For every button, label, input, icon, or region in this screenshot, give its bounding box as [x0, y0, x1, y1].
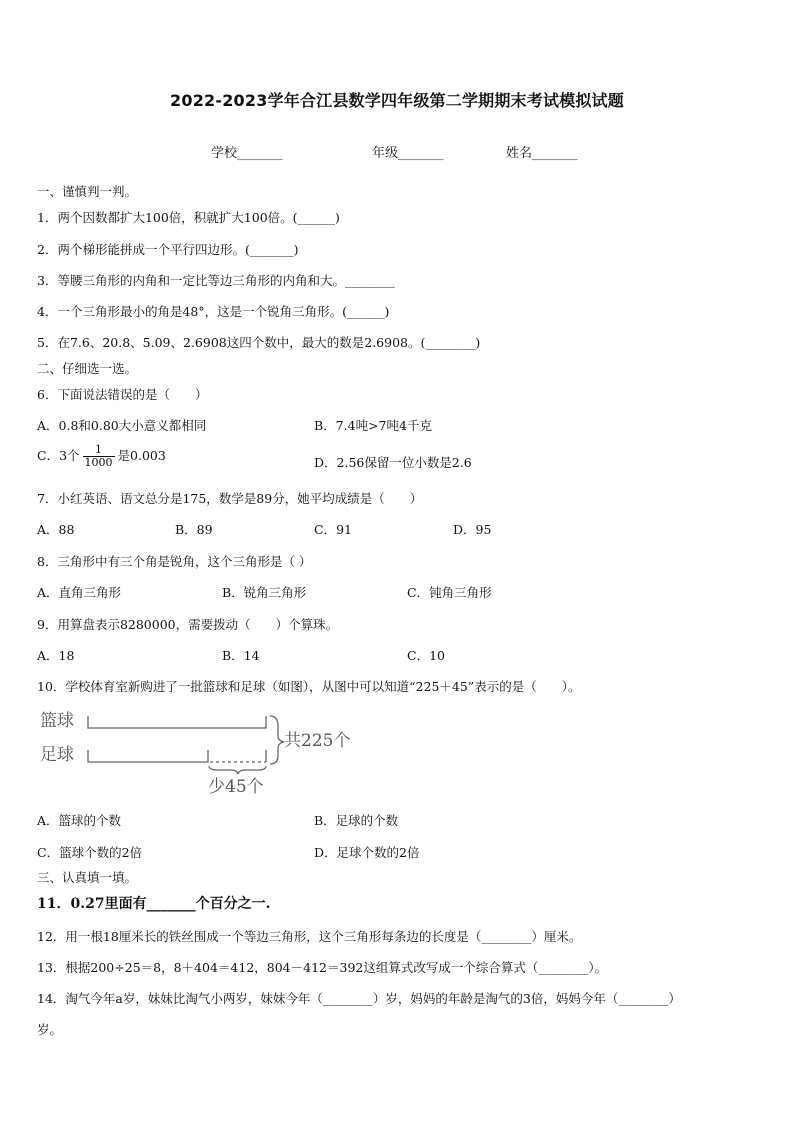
- question-7-option-b: B．89: [175, 522, 213, 537]
- question-2: 2．两个梯形能拼成一个平行四边形。(_______): [37, 242, 299, 257]
- section-3-heading: 三、认真填一填。: [37, 870, 138, 885]
- question-11-prefix: 11．0.27里面有: [37, 896, 147, 912]
- question-11-blank: _______: [146, 896, 196, 912]
- question-10-option-c: C．篮球个数的2倍: [37, 845, 143, 860]
- question-12: 12．用一根18厘米长的铁丝围成一个等边三角形，这个三角形每条边的长度是（________）厘米。: [37, 929, 582, 944]
- question-7-option-d: D．95: [453, 522, 492, 537]
- school-field: 学校_______: [211, 146, 283, 161]
- option-c-prefix: C．3个: [37, 448, 80, 463]
- question-8-stem: 8．三角形中有三个角是锐角，这个三角形是（ ）: [37, 554, 312, 569]
- question-9-stem: 9．用算盘表示8280000，需要拨动（ ）个算珠。: [37, 617, 339, 632]
- question-10-option-d: D．足球个数的2倍: [314, 845, 420, 860]
- question-6-option-d: D．2.56保留一位小数是2.6: [314, 455, 472, 470]
- grade-field: 年级_______: [372, 146, 444, 161]
- fraction-numerator: 1: [83, 444, 115, 457]
- question-8-option-c: C．钝角三角形: [407, 585, 492, 600]
- label-total: 共225个: [284, 731, 351, 751]
- name-field: 姓名_______: [506, 146, 578, 161]
- question-10-option-b: B．足球的个数: [314, 813, 399, 828]
- question-8-option-a: A．直角三角形: [37, 585, 122, 600]
- question-3: 3．等腰三角形的内角和一定比等边三角形的内角和大。________: [37, 273, 395, 288]
- option-c-suffix: 是0.003: [117, 448, 166, 463]
- question-7-stem: 7．小红英语、语文总分是175，数学是89分，她平均成绩是（ ）: [37, 491, 423, 506]
- question-6-option-b: B．7.4吨>7吨4千克: [314, 418, 432, 433]
- question-11-suffix: 个百分之一.: [195, 896, 271, 912]
- label-basketball: 篮球: [40, 711, 74, 731]
- label-less: 少45个: [208, 777, 264, 797]
- basketball-segment: [88, 716, 266, 728]
- question-13: 13．根据200÷25＝8，8＋404＝412，804－412＝392这组算式改写成一个综合算式（________）。: [37, 960, 608, 975]
- page-title: 2022-2023学年合江县数学四年级第二学期期末考试模拟试题: [170, 91, 624, 110]
- question-7-option-c: C．91: [314, 522, 352, 537]
- difference-brace: [209, 766, 266, 774]
- section-1-heading: 一、谨慎判一判。: [37, 184, 138, 199]
- question-14-line-1: 14．淘气今年a岁，妹妹比淘气小两岁，妹妹今年（________）岁，妈妈的年龄是淘气的3倍，妈妈今年（________）: [37, 991, 681, 1006]
- segment-diagram: [38, 706, 368, 798]
- question-10-option-a: A．篮球的个数: [37, 813, 122, 828]
- question-6-option-a: A．0.8和0.80大小意义都相同: [37, 418, 207, 433]
- question-9-option-a: A．18: [37, 648, 75, 663]
- question-14-line-2: 岁。: [37, 1022, 63, 1037]
- question-10-stem: 10．学校体育室新购进了一批篮球和足球（如图），从图中可以知道“225＋45”表示的是（ ）。: [37, 679, 581, 694]
- question-11: [37, 893, 270, 913]
- question-1: 1．两个因数都扩大100倍，积就扩大100倍。(______): [37, 210, 340, 225]
- question-9-option-b: B．14: [222, 648, 260, 663]
- football-segment: [88, 750, 208, 762]
- question-6-stem: 6．下面说法错误的是（ ）: [37, 387, 208, 402]
- question-7-option-a: A．88: [37, 522, 75, 537]
- question-8-option-b: B．锐角三角形: [222, 585, 307, 600]
- question-9-option-c: C．10: [407, 648, 445, 663]
- label-football: 足球: [40, 745, 74, 765]
- section-2-heading: 二、仔细选一选。: [37, 361, 138, 376]
- question-4: 4．一个三角形最小的角是48°，这是一个锐角三角形。(______): [37, 304, 390, 319]
- question-6-option-c: [37, 444, 166, 469]
- fraction: [83, 444, 115, 469]
- question-5: 5．在7.6、20.8、5.09、2.6908这四个数中，最大的数是2.6908。(________): [37, 335, 481, 350]
- fraction-denominator: 1000: [84, 456, 113, 469]
- total-brace: [270, 716, 284, 764]
